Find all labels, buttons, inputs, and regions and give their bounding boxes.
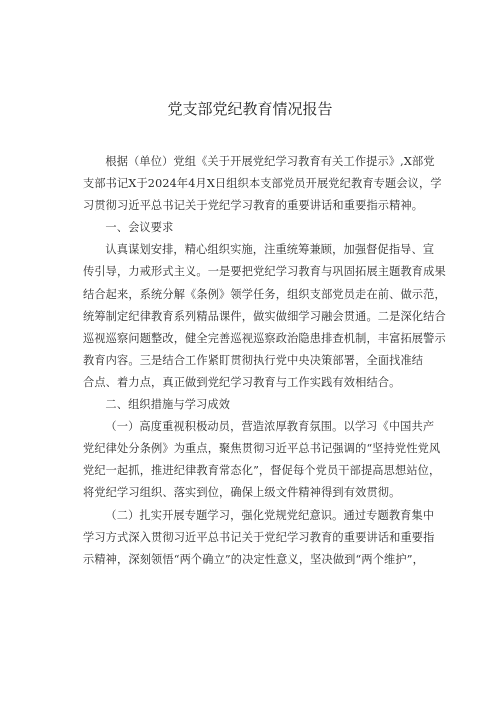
text-line: 结合起来，系统分解《条例》领学任务，组织支部党员走在前、做示范， — [83, 287, 446, 301]
text-line: （二）扎实开展专题学习，强化党规党纪意识。通过专题教育集中 — [105, 508, 435, 522]
text-line: 认真谋划安排，精心组织实施，注重统筹兼顾，加强督促指导、宣 — [105, 243, 435, 257]
body-paragraph — [83, 505, 435, 571]
text-line: 习贯彻习近平总书记关于党纪学习教育的重要讲话和重要指示精神。 — [83, 199, 424, 213]
text-line: 合点、着力点，真正做到党纪学习教育与工作实践有效相结合。 — [83, 375, 401, 389]
text-line: 教育内容。三是结合工作紧盯贯彻执行党中央决策部署，全面找准结 — [83, 353, 424, 367]
body-paragraph — [83, 394, 425, 416]
text-line: 支部书记X于2024年4月X日组织本支部党员开展党纪教育专题会议，学 — [83, 177, 442, 191]
text-line: 二、组织措施与学习成效 — [105, 398, 231, 412]
text-line: 传引导，力戒形式主义。一是要把党纪学习教育与巩固拓展主题教育成果 — [83, 265, 446, 279]
text-line: 党纪一起抓，推进纪律教育常态化”，督促每个党员干部提高思想站位， — [83, 464, 441, 478]
text-line: 示精神，深刻领悟“两个确立”的决定性意义，坚决做到“两个维护”， — [83, 552, 424, 566]
document-title: 党支部党纪教育情况报告 — [167, 100, 333, 118]
text-line: 一、会议要求 — [105, 221, 174, 235]
body-paragraph — [83, 151, 442, 217]
text-line: 学习方式深入贯彻习近平总书记关于党纪学习教育的重要讲话和重要指 — [83, 530, 435, 544]
body-paragraph — [83, 217, 425, 239]
body-paragraph — [83, 239, 446, 394]
text-line: 党纪律处分条例》为重点，聚焦贯彻习近平总书记强调的“坚持党性党风 — [83, 442, 441, 456]
text-line: 根据（单位）党组《关于开展党纪学习教育有关工作提示》,X部党 — [105, 155, 435, 168]
document-body — [83, 151, 446, 571]
text-line: （一）高度重视积极动员，营造浓厚教育氛围。以学习《中国共产 — [105, 420, 435, 434]
text-line: 统筹制定纪律教育系列精品课件，做实做细学习融会贯通。二是深化结合 — [83, 309, 446, 323]
body-paragraph — [83, 416, 441, 504]
text-line: 将党纪学习组织、落实到位，确保上级文件精神得到有效贯彻。 — [83, 486, 401, 500]
text-line: 巡视巡察问题整改，健全完善巡视巡察政治隐患排查机制，丰富拓展警示 — [83, 331, 446, 345]
